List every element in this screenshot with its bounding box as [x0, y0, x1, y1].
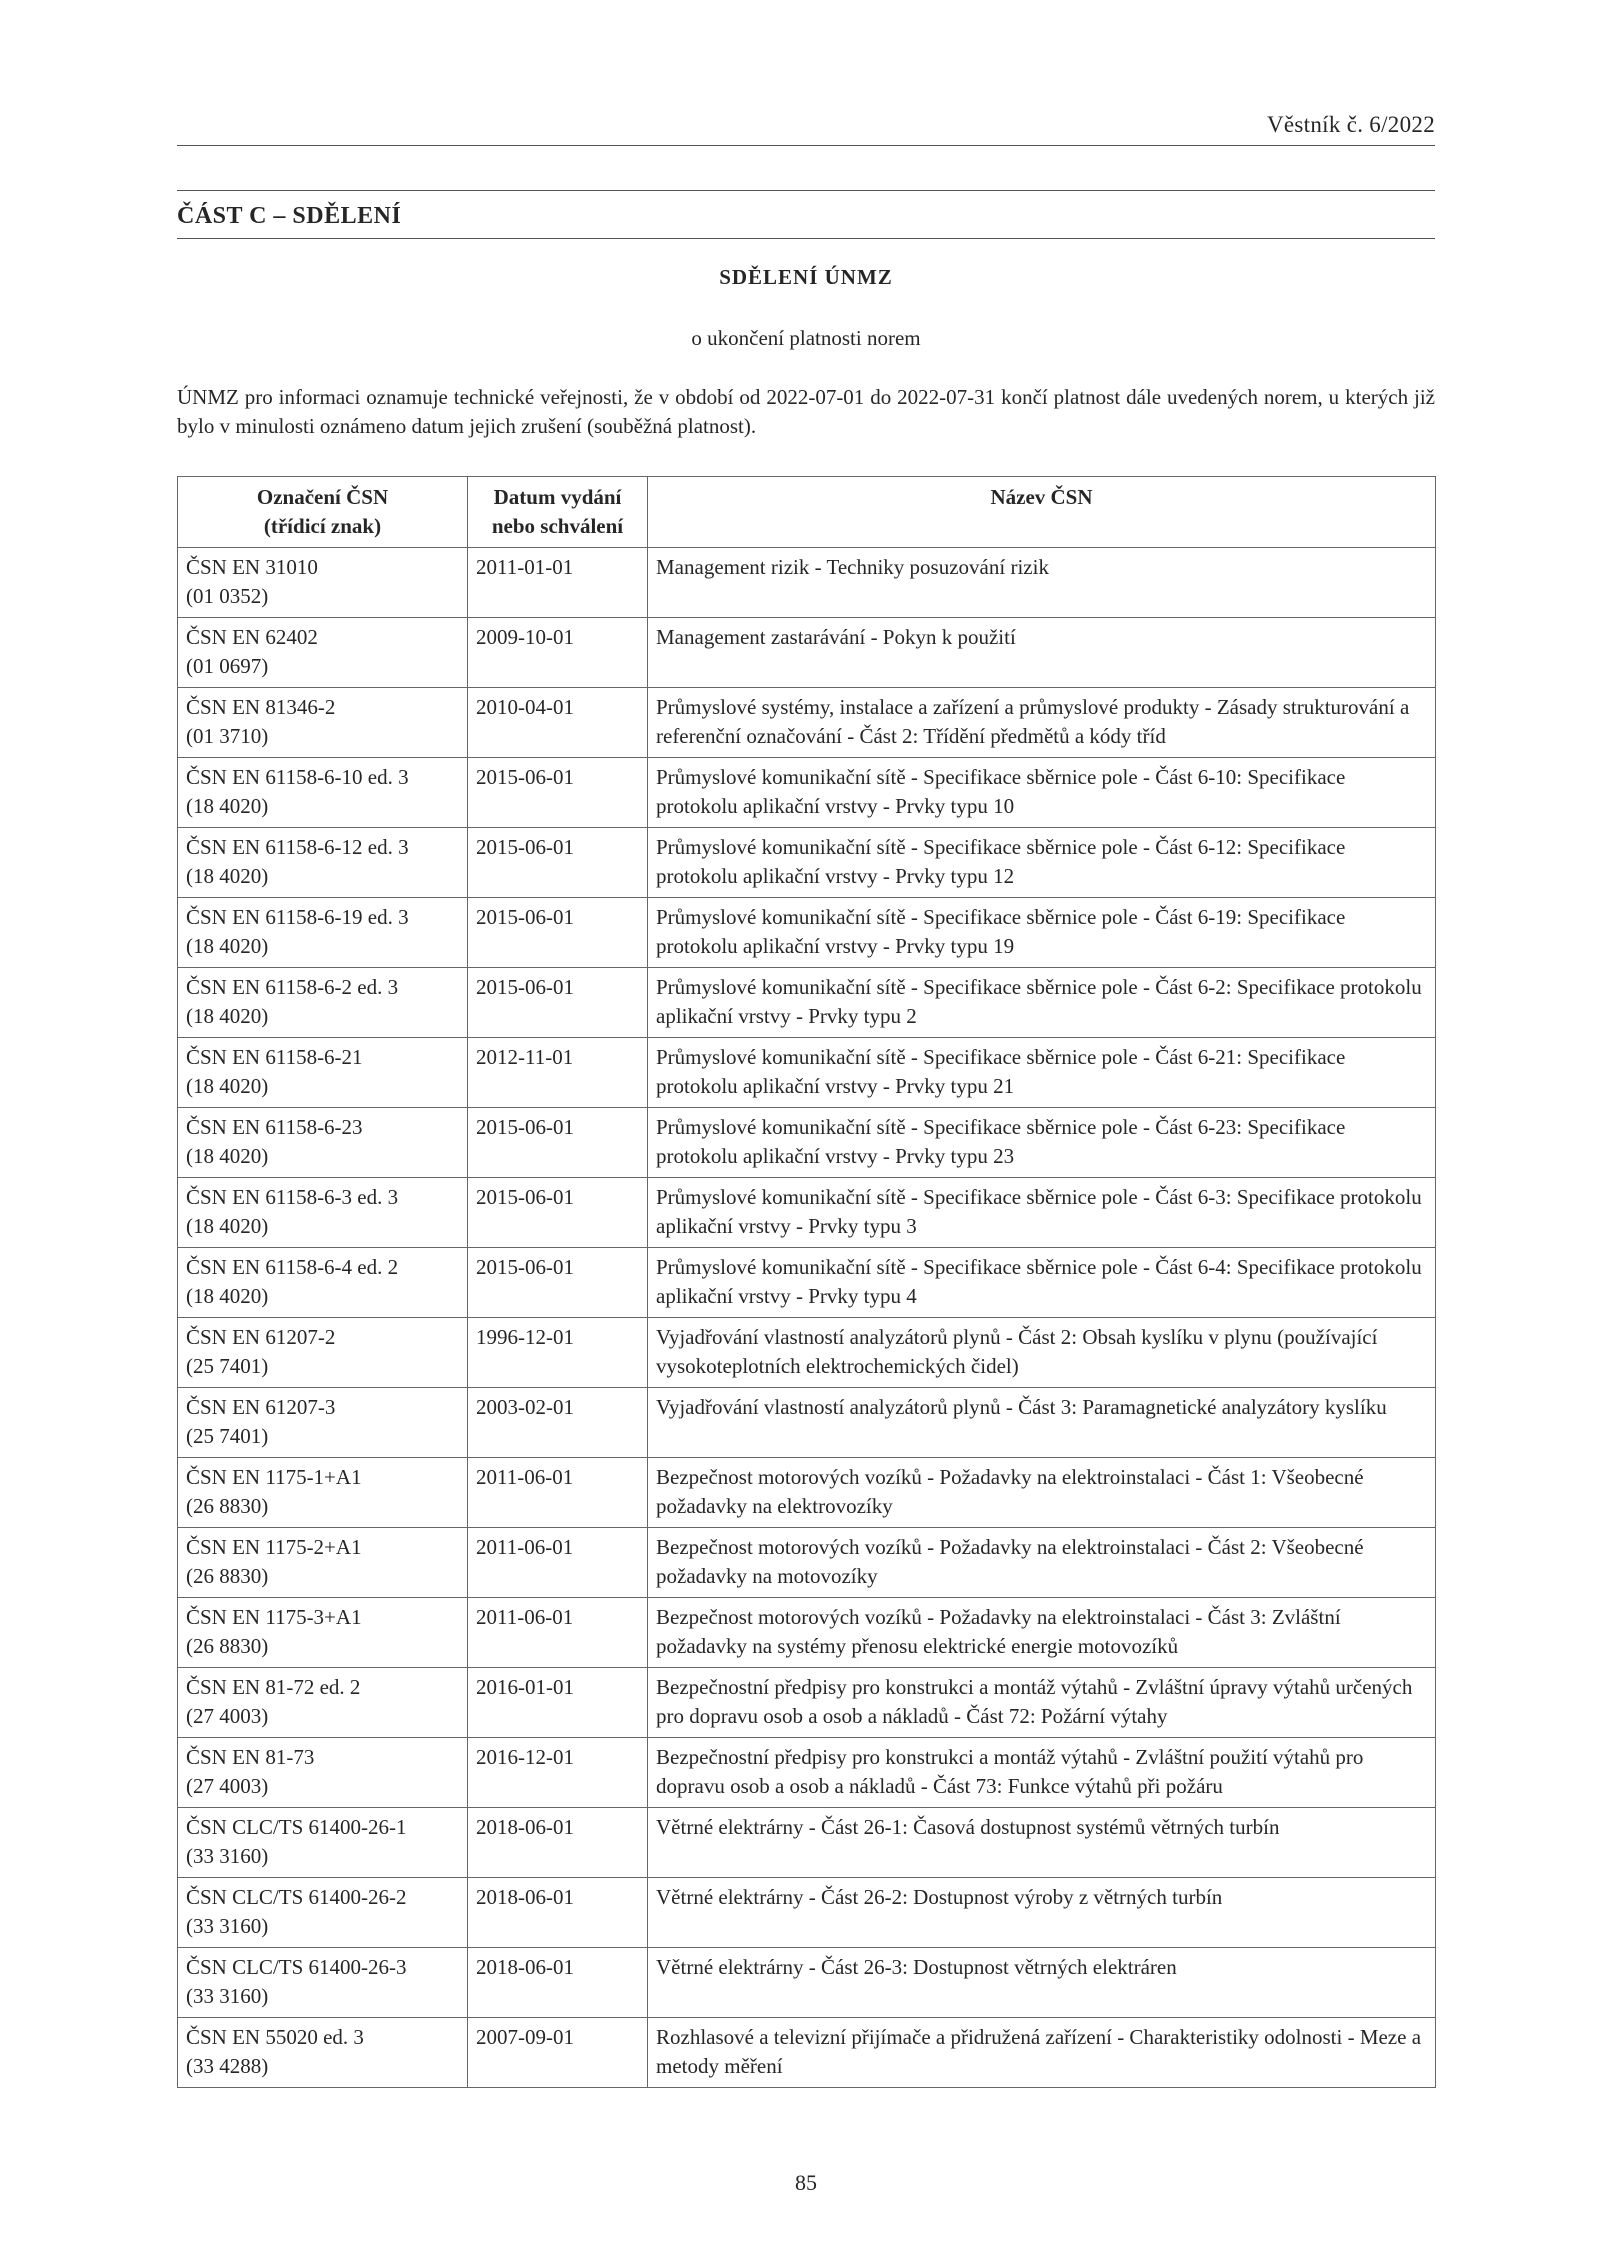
table-row	[178, 1528, 1436, 1598]
cell-designation	[178, 1458, 468, 1528]
cell-designation	[178, 1878, 468, 1948]
cell-date: 2011-06-01	[468, 1458, 648, 1528]
cell-designation	[178, 758, 468, 828]
cell-name: Průmyslové komunikační sítě - Specifikace sběrnice pole - Část 6-3: Specifikace protokolu aplikační vrstvy - Prvky typu 3	[648, 1178, 1436, 1248]
table-row	[178, 548, 1436, 618]
norm-class-code: (26 8830)	[186, 1494, 269, 1518]
header-designation-line2: (třídicí znak)	[263, 514, 382, 538]
table-row	[178, 618, 1436, 688]
cell-date: 2015-06-01	[468, 828, 648, 898]
cell-date: 2015-06-01	[468, 758, 648, 828]
norm-code: ČSN EN 62402	[186, 625, 318, 649]
table-row	[178, 1878, 1436, 1948]
table-row	[178, 1738, 1436, 1808]
cell-designation	[178, 1038, 468, 1108]
norm-code: ČSN CLC/TS 61400-26-1	[186, 1815, 407, 1839]
cell-date: 2015-06-01	[468, 1248, 648, 1318]
cell-designation	[178, 1738, 468, 1808]
cell-designation	[178, 1668, 468, 1738]
norm-class-code: (01 0352)	[186, 584, 269, 608]
cell-date: 1996-12-01	[468, 1318, 648, 1388]
norm-class-code: (18 4020)	[186, 1074, 269, 1098]
cell-name: Bezpečnostní předpisy pro konstrukci a montáž výtahů - Zvláštní použití výtahů pro dopravu osob a osob a nákladů - Část 73: Funkce výtahů při požáru	[648, 1738, 1436, 1808]
cell-date: 2007-09-01	[468, 2018, 648, 2088]
cell-date: 2011-06-01	[468, 1528, 648, 1598]
table-row	[178, 1598, 1436, 1668]
cell-name: Průmyslové systémy, instalace a zařízení a průmyslové produkty - Zásady strukturování a referenční označování - Část 2: Třídění předmětů a kódy tříd	[648, 688, 1436, 758]
norm-code: ČSN EN 55020 ed. 3	[186, 2025, 364, 2049]
norm-class-code: (01 0697)	[186, 654, 269, 678]
norm-class-code: (18 4020)	[186, 864, 269, 888]
norm-class-code: (25 7401)	[186, 1354, 269, 1378]
norm-code: ČSN EN 61158-6-21	[186, 1045, 363, 1069]
cell-name: Průmyslové komunikační sítě - Specifikace sběrnice pole - Část 6-21: Specifikace protokolu aplikační vrstvy - Prvky typu 21	[648, 1038, 1436, 1108]
cell-designation	[178, 898, 468, 968]
norm-code: ČSN CLC/TS 61400-26-2	[186, 1885, 407, 1909]
header-date-line2: nebo schválení	[491, 514, 624, 538]
norm-class-code: (18 4020)	[186, 1144, 269, 1168]
norm-code: ČSN EN 61158-6-10 ed. 3	[186, 765, 409, 789]
cell-designation	[178, 1948, 468, 2018]
cell-name: Bezpečnost motorových vozíků - Požadavky na elektroinstalaci - Část 1: Všeobecné požadavky na elektrovozíky	[648, 1458, 1436, 1528]
norm-code: ČSN EN 61158-6-12 ed. 3	[186, 835, 409, 859]
norm-code: ČSN EN 81346-2	[186, 695, 336, 719]
norm-class-code: (33 3160)	[186, 1914, 269, 1938]
cell-date: 2003-02-01	[468, 1388, 648, 1458]
table-row	[178, 1248, 1436, 1318]
norm-class-code: (27 4003)	[186, 1774, 269, 1798]
cell-date: 2016-12-01	[468, 1738, 648, 1808]
table-row	[178, 2018, 1436, 2088]
table-header-row	[178, 477, 1436, 548]
cell-date: 2018-06-01	[468, 1878, 648, 1948]
cell-name: Průmyslové komunikační sítě - Specifikace sběrnice pole - Část 6-2: Specifikace protokolu aplikační vrstvy - Prvky typu 2	[648, 968, 1436, 1038]
cell-name: Rozhlasové a televizní přijímače a přidružená zařízení - Charakteristiky odolnosti - Meze a metody měření	[648, 2018, 1436, 2088]
cell-date: 2018-06-01	[468, 1808, 648, 1878]
notice-title: SDĚLENÍ ÚNMZ	[719, 265, 893, 289]
table-row	[178, 1108, 1436, 1178]
norm-class-code: (18 4020)	[186, 794, 269, 818]
header-rule	[177, 145, 1435, 146]
cell-designation	[178, 2018, 468, 2088]
intro-paragraph: ÚNMZ pro informaci oznamuje technické veřejnosti, že v období od 2022-07-01 do 2022-07-31 končí platnost dále uvedených norem, u kterých již bylo v minulosti oznámeno datum jejich zrušení (souběžná platnost).	[177, 385, 1435, 438]
header-designation-line1: Označení ČSN	[256, 485, 389, 509]
cell-designation	[178, 1388, 468, 1458]
norm-class-code: (27 4003)	[186, 1704, 269, 1728]
cell-date: 2018-06-01	[468, 1948, 648, 2018]
norm-code: ČSN EN 61158-6-23	[186, 1115, 363, 1139]
page-number: 85	[795, 2170, 817, 2195]
cell-name: Průmyslové komunikační sítě - Specifikace sběrnice pole - Část 6-23: Specifikace protokolu aplikační vrstvy - Prvky typu 23	[648, 1108, 1436, 1178]
section-title: ČÁST C – SDĚLENÍ	[177, 203, 402, 229]
cell-date: 2015-06-01	[468, 1178, 648, 1248]
cell-name: Bezpečnost motorových vozíků - Požadavky na elektroinstalaci - Část 2: Všeobecné požadavky na motovozíky	[648, 1528, 1436, 1598]
cell-name: Větrné elektrárny - Část 26-3: Dostupnost větrných elektráren	[648, 1948, 1436, 2018]
norm-code: ČSN EN 61158-6-19 ed. 3	[186, 905, 409, 929]
section-rule-top	[177, 190, 1435, 191]
norm-code: ČSN EN 61207-3	[186, 1395, 336, 1419]
norm-class-code: (18 4020)	[186, 1214, 269, 1238]
cell-date: 2011-06-01	[468, 1598, 648, 1668]
cell-name: Management zastarávání - Pokyn k použití	[648, 618, 1436, 688]
cell-designation	[178, 1108, 468, 1178]
table-row	[178, 828, 1436, 898]
table-row	[178, 1808, 1436, 1878]
cell-name: Vyjadřování vlastností analyzátorů plynů - Část 3: Paramagnetické analyzátory kyslíku	[648, 1388, 1436, 1458]
cell-name: Větrné elektrárny - Část 26-1: Časová dostupnost systémů větrných turbín	[648, 1808, 1436, 1878]
cell-designation	[178, 618, 468, 688]
table-row	[178, 1318, 1436, 1388]
norm-code: ČSN EN 61158-6-4 ed. 2	[186, 1255, 399, 1279]
cell-name: Průmyslové komunikační sítě - Specifikace sběrnice pole - Část 6-10: Specifikace protokolu aplikační vrstvy - Prvky typu 10	[648, 758, 1436, 828]
norm-code: ČSN EN 1175-2+A1	[186, 1535, 362, 1559]
norm-class-code: (33 3160)	[186, 1984, 269, 2008]
cell-name: Větrné elektrárny - Část 26-2: Dostupnost výroby z větrných turbín	[648, 1878, 1436, 1948]
norm-class-code: (18 4020)	[186, 1004, 269, 1028]
cell-designation	[178, 1318, 468, 1388]
table-row	[178, 1388, 1436, 1458]
header-designation	[178, 477, 468, 548]
table-row	[178, 1038, 1436, 1108]
cell-date: 2010-04-01	[468, 688, 648, 758]
norm-class-code: (18 4020)	[186, 1284, 269, 1308]
cell-designation	[178, 1528, 468, 1598]
table-row	[178, 898, 1436, 968]
table-row	[178, 1178, 1436, 1248]
cell-designation	[178, 968, 468, 1038]
cell-designation	[178, 1248, 468, 1318]
cell-name: Průmyslové komunikační sítě - Specifikace sběrnice pole - Část 6-12: Specifikace protokolu aplikační vrstvy - Prvky typu 12	[648, 828, 1436, 898]
header-date	[468, 477, 648, 548]
table-row	[178, 688, 1436, 758]
cell-name: Management rizik - Techniky posuzování rizik	[648, 548, 1436, 618]
bulletin-header: Věstník č. 6/2022	[1267, 112, 1435, 137]
section-rule-bottom	[177, 238, 1435, 239]
norm-class-code: (26 8830)	[186, 1634, 269, 1658]
norm-code: ČSN EN 1175-1+A1	[186, 1465, 362, 1489]
cell-designation	[178, 1178, 468, 1248]
cell-date: 2011-01-01	[468, 548, 648, 618]
norm-class-code: (26 8830)	[186, 1564, 269, 1588]
table-row	[178, 968, 1436, 1038]
norm-code: ČSN EN 31010	[186, 555, 318, 579]
table-body	[178, 548, 1436, 2088]
norm-code: ČSN EN 61158-6-3 ed. 3	[186, 1185, 399, 1209]
header-name: Název ČSN	[648, 477, 1436, 548]
table-row	[178, 1948, 1436, 2018]
norms-table	[177, 476, 1436, 2088]
norm-class-code: (33 4288)	[186, 2054, 269, 2078]
cell-date: 2012-11-01	[468, 1038, 648, 1108]
cell-designation	[178, 1598, 468, 1668]
cell-designation	[178, 688, 468, 758]
cell-date: 2016-01-01	[468, 1668, 648, 1738]
norm-code: ČSN EN 61207-2	[186, 1325, 336, 1349]
norm-class-code: (01 3710)	[186, 724, 269, 748]
norm-code: ČSN EN 1175-3+A1	[186, 1605, 362, 1629]
cell-name: Vyjadřování vlastností analyzátorů plynů - Část 2: Obsah kyslíku v plynu (používající vysokoteplotních elektrochemických čidel)	[648, 1318, 1436, 1388]
norm-code: ČSN EN 81-72 ed. 2	[186, 1675, 361, 1699]
cell-date: 2009-10-01	[468, 618, 648, 688]
cell-date: 2015-06-01	[468, 968, 648, 1038]
cell-name: Průmyslové komunikační sítě - Specifikace sběrnice pole - Část 6-19: Specifikace protokolu aplikační vrstvy - Prvky typu 19	[648, 898, 1436, 968]
cell-name: Bezpečnost motorových vozíků - Požadavky na elektroinstalaci - Část 3: Zvláštní požadavky na systémy přenosu elektrické energie motovozíků	[648, 1598, 1436, 1668]
cell-name: Průmyslové komunikační sítě - Specifikace sběrnice pole - Část 6-4: Specifikace protokolu aplikační vrstvy - Prvky typu 4	[648, 1248, 1436, 1318]
cell-name: Bezpečnostní předpisy pro konstrukci a montáž výtahů - Zvláštní úpravy výtahů určených pro dopravu osob a osob a nákladů - Část 72: Požární výtahy	[648, 1668, 1436, 1738]
header-date-line1: Datum vydání	[493, 485, 622, 509]
norm-code: ČSN EN 61158-6-2 ed. 3	[186, 975, 399, 999]
cell-designation	[178, 548, 468, 618]
cell-designation	[178, 1808, 468, 1878]
table-row	[178, 1668, 1436, 1738]
norm-class-code: (18 4020)	[186, 934, 269, 958]
cell-date: 2015-06-01	[468, 898, 648, 968]
norm-class-code: (25 7401)	[186, 1424, 269, 1448]
table-row	[178, 758, 1436, 828]
cell-designation	[178, 828, 468, 898]
norm-class-code: (33 3160)	[186, 1844, 269, 1868]
norm-code: ČSN EN 81-73	[186, 1745, 315, 1769]
notice-subtitle: o ukončení platnosti norem	[691, 326, 921, 350]
norm-code: ČSN CLC/TS 61400-26-3	[186, 1955, 407, 1979]
cell-date: 2015-06-01	[468, 1108, 648, 1178]
table-row	[178, 1458, 1436, 1528]
